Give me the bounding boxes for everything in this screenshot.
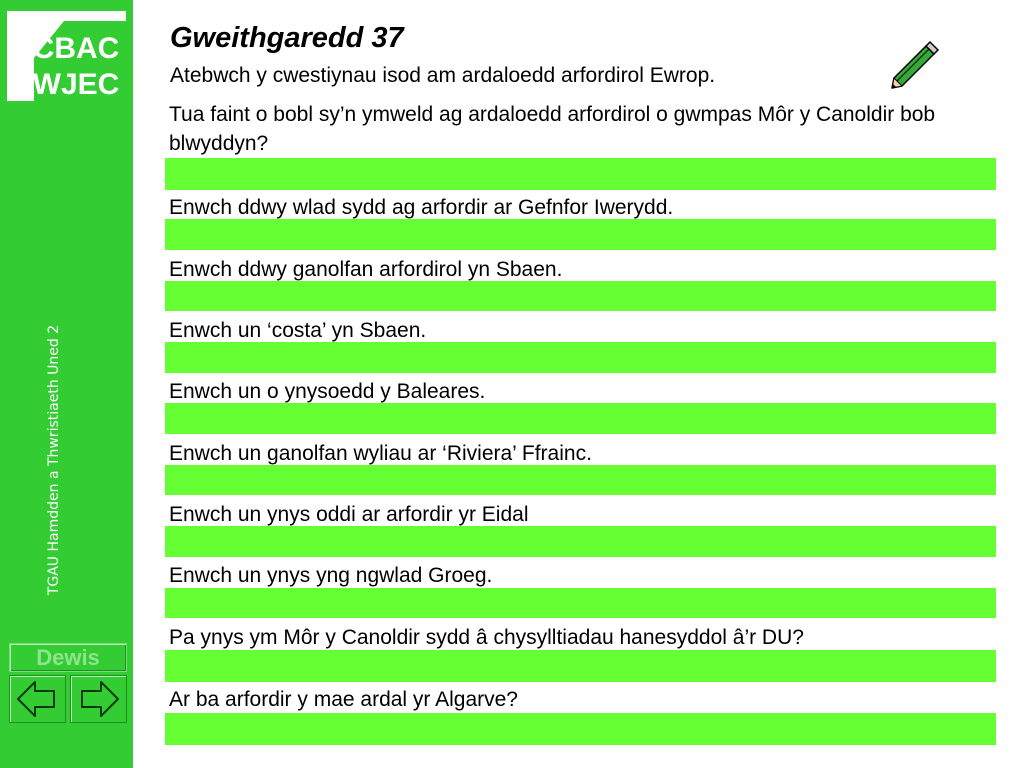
answer-field-3[interactable] <box>165 281 996 311</box>
answer-field-1[interactable] <box>165 158 996 190</box>
right-arrow-icon <box>71 676 126 722</box>
answer-field-2[interactable] <box>165 219 996 250</box>
answer-field-4[interactable] <box>165 342 996 373</box>
page-title: Gweithgaredd 37 <box>170 22 404 54</box>
cbac-wjec-logo <box>4 6 130 106</box>
svg-text:CBAC: CBAC <box>32 32 120 65</box>
next-button[interactable] <box>70 675 127 723</box>
question-8: Enwch un ynys yng ngwlad Groeg. <box>169 564 493 587</box>
question-2: Enwch ddwy wlad sydd ag arfordir ar Gefnfor Iwerydd. <box>169 196 674 219</box>
svg-text:WJEC: WJEC <box>32 68 120 101</box>
answer-field-6[interactable] <box>165 465 996 495</box>
instructions: Atebwch y cwestiynau isod am ardaloedd arfordirol Ewrop. <box>170 64 716 87</box>
answer-field-9[interactable] <box>165 650 996 682</box>
pencil-icon <box>886 40 940 92</box>
dewis-button[interactable]: Dewis <box>9 643 127 672</box>
sidebar <box>0 0 133 768</box>
question-3: Enwch ddwy ganolfan arfordirol yn Sbaen. <box>169 258 563 281</box>
question-1: Tua faint o bobl sy’n ymweld ag ardaloedd arfordirol o gwmpas Môr y Canoldir bob blwyddyn? <box>169 103 936 155</box>
answer-field-5[interactable] <box>165 403 996 434</box>
question-5: Enwch un o ynysoedd y Baleares. <box>169 380 486 403</box>
question-4: Enwch un ‘costa’ yn Sbaen. <box>169 319 427 342</box>
answer-field-10[interactable] <box>165 713 996 745</box>
answer-field-7[interactable] <box>165 526 996 557</box>
prev-button[interactable] <box>9 675 66 723</box>
answer-field-8[interactable] <box>165 588 996 618</box>
question-10: Ar ba arfordir y mae ardal yr Algarve? <box>169 688 518 711</box>
question-9: Pa ynys ym Môr y Canoldir sydd â chysylltiadau hanesyddol â’r DU? <box>169 626 804 649</box>
course-title: TGAU Hamdden a Thwristiaeth Uned 2 <box>46 324 62 596</box>
question-6: Enwch un ganolfan wyliau ar ‘Riviera’ Ffrainc. <box>169 442 592 465</box>
question-7: Enwch un ynys oddi ar arfordir yr Eidal <box>169 503 529 526</box>
left-arrow-icon <box>10 676 65 722</box>
